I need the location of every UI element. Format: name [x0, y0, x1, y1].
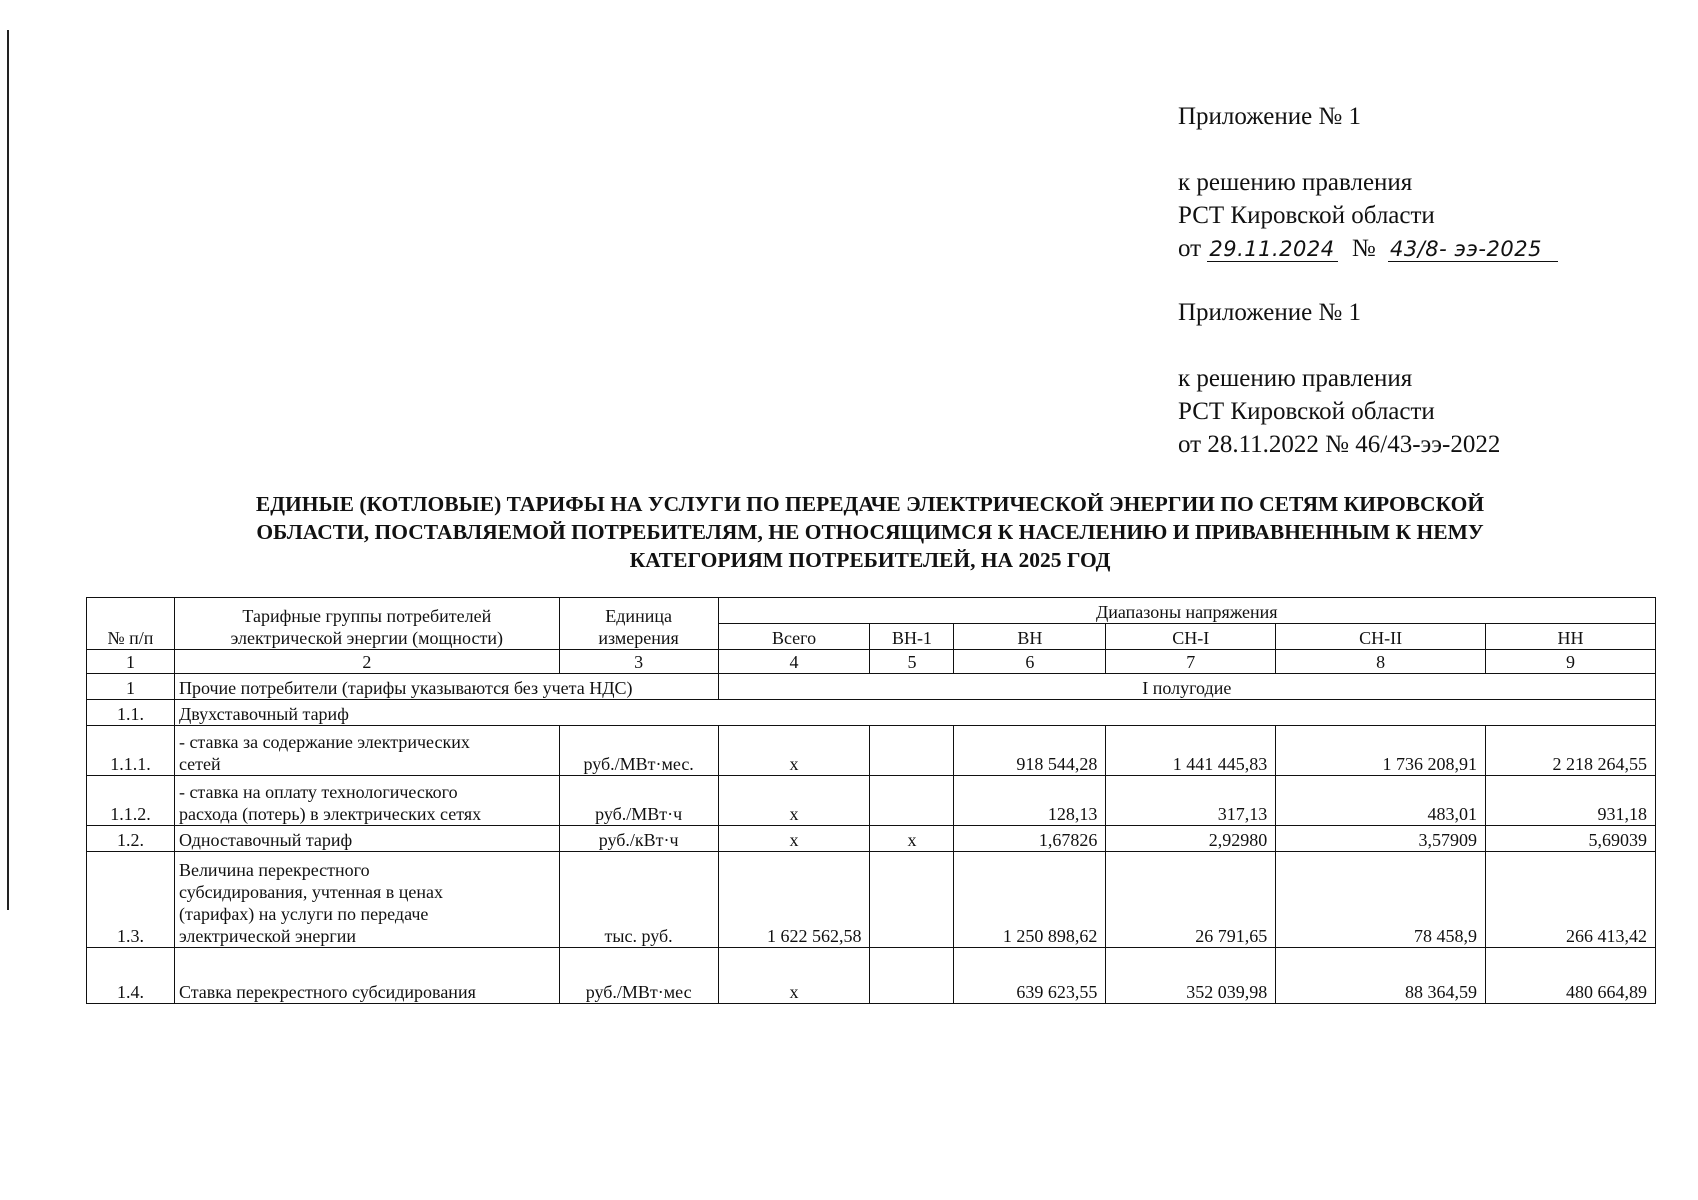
cell-nn: 2 218 264,55 [1486, 726, 1656, 776]
header-groups: Тарифные группы потребителей электрической энергии (мощности) [174, 598, 559, 650]
cell-vn: 918 544,28 [954, 726, 1106, 776]
row-label: Величина перекрестного субсидирования, учтенная в ценах (тарифах) на услуги по передаче электрической энергии [174, 852, 559, 948]
row-label: Двухставочный тариф [174, 700, 1655, 726]
cell-sn1: 2,92980 [1106, 826, 1276, 852]
col-number: 7 [1106, 650, 1276, 674]
table-row-1-2 [87, 826, 1656, 852]
row-label: - ставка на оплату технологического расхода (потерь) в электрических сетях [174, 776, 559, 826]
cell-nn: 931,18 [1486, 776, 1656, 826]
row-label: Прочие потребители (тарифы указываются без учета НДС) [174, 674, 718, 700]
header-nn: НН [1486, 624, 1656, 650]
header-vn1: ВН-1 [870, 624, 954, 650]
col-number: 3 [559, 650, 718, 674]
title-line-3: КАТЕГОРИЯМ ПОТРЕБИТЕЛЕЙ, НА 2025 ГОД [629, 548, 1111, 572]
cell-total: х [718, 948, 870, 1004]
cell-sn1: 26 791,65 [1106, 852, 1276, 948]
cell-total: 1 622 562,58 [718, 852, 870, 948]
cell-vn1 [870, 852, 954, 948]
cell-sn2: 88 364,59 [1276, 948, 1486, 1004]
period-label: I полугодие [718, 674, 1655, 700]
table-header-row [87, 598, 1656, 624]
handwritten-number: 43/8- ээ-2025 [1388, 237, 1558, 262]
decision-ref-line2: РСТ Кировской области [1178, 202, 1435, 229]
appendix-header-original [1178, 296, 1500, 461]
col-number: 9 [1486, 650, 1656, 674]
decision-ref-line1: к решению правления [1178, 365, 1413, 392]
row-num: 1.1.2. [87, 776, 175, 826]
header-sn2: СН-II [1276, 624, 1486, 650]
cell-vn1 [870, 948, 954, 1004]
number-sign: № [1351, 235, 1376, 262]
handwritten-date: 29.11.2024 [1207, 237, 1337, 262]
row-label: Одноставочный тариф [174, 826, 559, 852]
appendix-header-current [1178, 100, 1558, 265]
header-num: № п/п [87, 598, 175, 650]
table-row-1-3 [87, 852, 1656, 948]
table-row-1-1 [87, 700, 1656, 726]
header-voltage-ranges: Диапазоны напряжения [718, 598, 1655, 624]
col-number: 4 [718, 650, 870, 674]
cell-sn2: 78 458,9 [1276, 852, 1486, 948]
date-prefix: от [1178, 235, 1202, 262]
col-number: 5 [870, 650, 954, 674]
cell-nn: 5,69039 [1486, 826, 1656, 852]
cell-nn: 480 664,89 [1486, 948, 1656, 1004]
table-row-1-1-1 [87, 726, 1656, 776]
cell-total: х [718, 776, 870, 826]
table-row-1-1-2 [87, 776, 1656, 826]
row-num: 1.1.1. [87, 726, 175, 776]
cell-vn: 1 250 898,62 [954, 852, 1106, 948]
cell-vn1 [870, 726, 954, 776]
row-unit: руб./МВт·мес. [559, 726, 718, 776]
table-row-1-4 [87, 948, 1656, 1004]
title-line-1: ЕДИНЫЕ (КОТЛОВЫЕ) ТАРИФЫ НА УСЛУГИ ПО ПЕРЕДАЧЕ ЭЛЕКТРИЧЕСКОЙ ЭНЕРГИИ ПО СЕТЯМ КИРОВСКОЙ [255, 492, 1485, 516]
cell-sn2: 483,01 [1276, 776, 1486, 826]
row-unit: тыс. руб. [559, 852, 718, 948]
decision-date-number [1178, 232, 1558, 265]
col-number: 6 [954, 650, 1106, 674]
cell-total: х [718, 726, 870, 776]
header-sn1: СН-I [1106, 624, 1276, 650]
tariff-table [86, 597, 1656, 1004]
table-row-section-1 [87, 674, 1656, 700]
row-unit: руб./МВт·мес [559, 948, 718, 1004]
decision-ref-line3: от 28.11.2022 № 46/43-ээ-2022 [1178, 431, 1501, 458]
cell-vn1 [870, 776, 954, 826]
cell-sn2: 3,57909 [1276, 826, 1486, 852]
row-num: 1.4. [87, 948, 175, 1004]
document-title [70, 490, 1670, 574]
decision-ref-line1: к решению правления [1178, 169, 1413, 196]
cell-vn1: х [870, 826, 954, 852]
cell-vn: 639 623,55 [954, 948, 1106, 1004]
cell-nn: 266 413,42 [1486, 852, 1656, 948]
cell-vn: 1,67826 [954, 826, 1106, 852]
row-num: 1.3. [87, 852, 175, 948]
header-unit: Единица измерения [559, 598, 718, 650]
column-number-row [87, 650, 1656, 674]
col-number: 2 [174, 650, 559, 674]
row-num: 1.2. [87, 826, 175, 852]
title-line-2: ОБЛАСТИ, ПОСТАВЛЯЕМОЙ ПОТРЕБИТЕЛЯМ, НЕ ОТНОСЯЩИМСЯ К НАСЕЛЕНИЮ И ПРИВАВНЕННЫМ К НЕМУ [256, 520, 1484, 544]
col-number: 1 [87, 650, 175, 674]
appendix-label: Приложение № 1 [1178, 299, 1362, 326]
header-total: Всего [718, 624, 870, 650]
cell-sn1: 1 441 445,83 [1106, 726, 1276, 776]
decision-ref-line2: РСТ Кировской области [1178, 398, 1435, 425]
row-num: 1.1. [87, 700, 175, 726]
row-label: Ставка перекрестного субсидирования [174, 948, 559, 1004]
row-unit: руб./кВт·ч [559, 826, 718, 852]
cell-sn1: 352 039,98 [1106, 948, 1276, 1004]
row-label: - ставка за содержание электрических сетей [174, 726, 559, 776]
cell-total: х [718, 826, 870, 852]
row-num: 1 [87, 674, 175, 700]
cell-sn2: 1 736 208,91 [1276, 726, 1486, 776]
row-unit: руб./МВт·ч [559, 776, 718, 826]
appendix-label: Приложение № 1 [1178, 103, 1362, 130]
scan-edge-line [7, 30, 9, 910]
cell-sn1: 317,13 [1106, 776, 1276, 826]
header-vn: ВН [954, 624, 1106, 650]
cell-vn: 128,13 [954, 776, 1106, 826]
col-number: 8 [1276, 650, 1486, 674]
